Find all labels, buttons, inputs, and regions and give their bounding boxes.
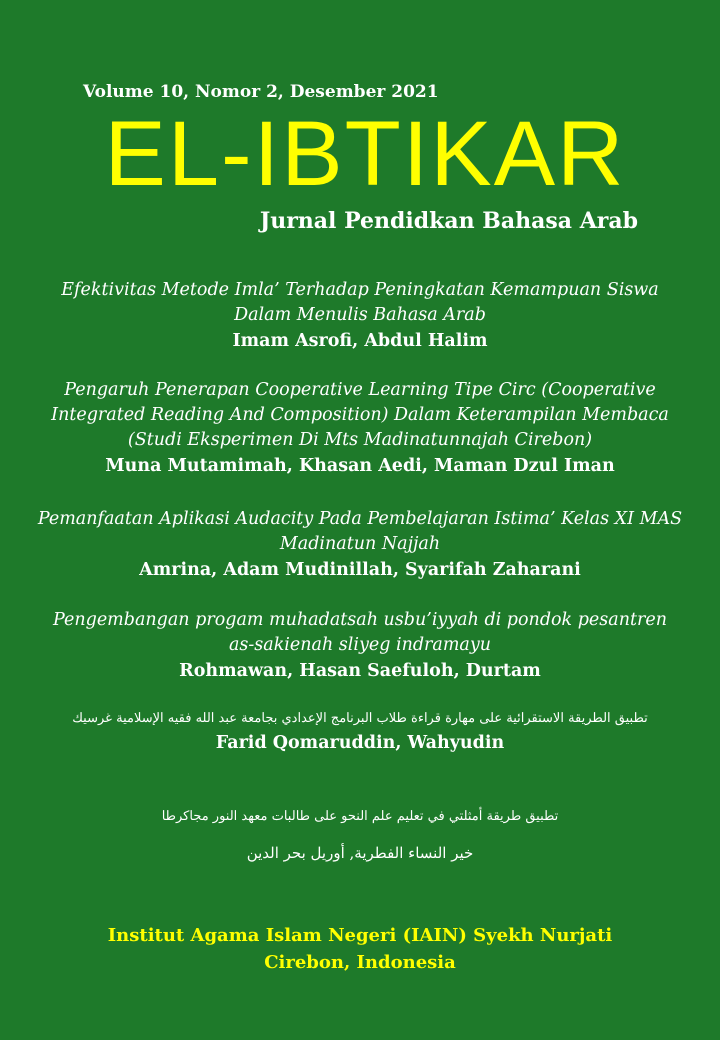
article-entry: [20, 708, 700, 756]
article-entry: [20, 378, 700, 479]
article-title-arabic: تطبيق طريقة أمثلتي في تعليم علم النحو على طالبات معهد النور مجاكرطا: [161, 809, 559, 824]
article-entry: [20, 507, 700, 583]
article-title-line: Integrated Reading And Composition) Dalam Keterampilan Membaca: [51, 405, 669, 425]
article-authors: Rohmawan, Hasan Saefuloh, Durtam: [179, 661, 541, 681]
journal-subtitle: Jurnal Pendidkan Bahasa Arab: [259, 208, 638, 234]
article-title-arabic: تطبيق الطريقة الاستقرائية على مهارة قراءة طلاب البرنامج الإعدادي بجامعة عبد الله فقيه الإسلامية غرسيك: [72, 711, 648, 726]
article-title-line: Dalam Menulis Bahasa Arab: [234, 305, 486, 325]
article-title-line: (Studi Eksperimen Di Mts Madinatunnajah Cirebon): [127, 430, 593, 450]
publisher-block: [0, 922, 720, 976]
article-authors: Muna Mutamimah, Khasan Aedi, Maman Dzul Iman: [105, 456, 615, 476]
article-title-line: Pengaruh Penerapan Cooperative Learning Tipe Circ (Cooperative: [64, 380, 656, 400]
article-authors: Imam Asrofi, Abdul Halim: [232, 331, 488, 351]
publisher-location: Cirebon, Indonesia: [264, 952, 456, 973]
article-title-line: Madinatun Najjah: [279, 534, 441, 554]
article-title-line: Efektivitas Metode Imla’ Terhadap Peningkatan Kemampuan Siswa: [61, 280, 659, 300]
publisher-name: Institut Agama Islam Negeri (IAIN) Syekh Nurjati: [107, 925, 613, 946]
volume-issue-line: Volume 10, Nomor 2, Desember 2021: [83, 82, 439, 102]
article-title-line: Pengembangan progam muhadatsah usbu’iyyah di pondok pesantren: [53, 610, 667, 630]
article-title-line: as-sakienah sliyeg indramayu: [228, 635, 492, 655]
article-title-line: Pemanfaatan Aplikasi Audacity Pada Pembelajaran Istima’ Kelas XI MAS: [37, 509, 683, 529]
journal-title: EL-IBTIKAR: [104, 103, 626, 205]
article-authors: Farid Qomaruddin, Wahyudin: [215, 733, 505, 753]
article-entry: [20, 608, 700, 684]
article-authors-arabic: خير النساء الفطرية, أوريل بحر الدين: [246, 844, 474, 862]
article-entry: [20, 278, 700, 354]
article-entry: [20, 806, 700, 866]
article-authors: Amrina, Adam Mudinillah, Syarifah Zaharani: [139, 560, 581, 580]
